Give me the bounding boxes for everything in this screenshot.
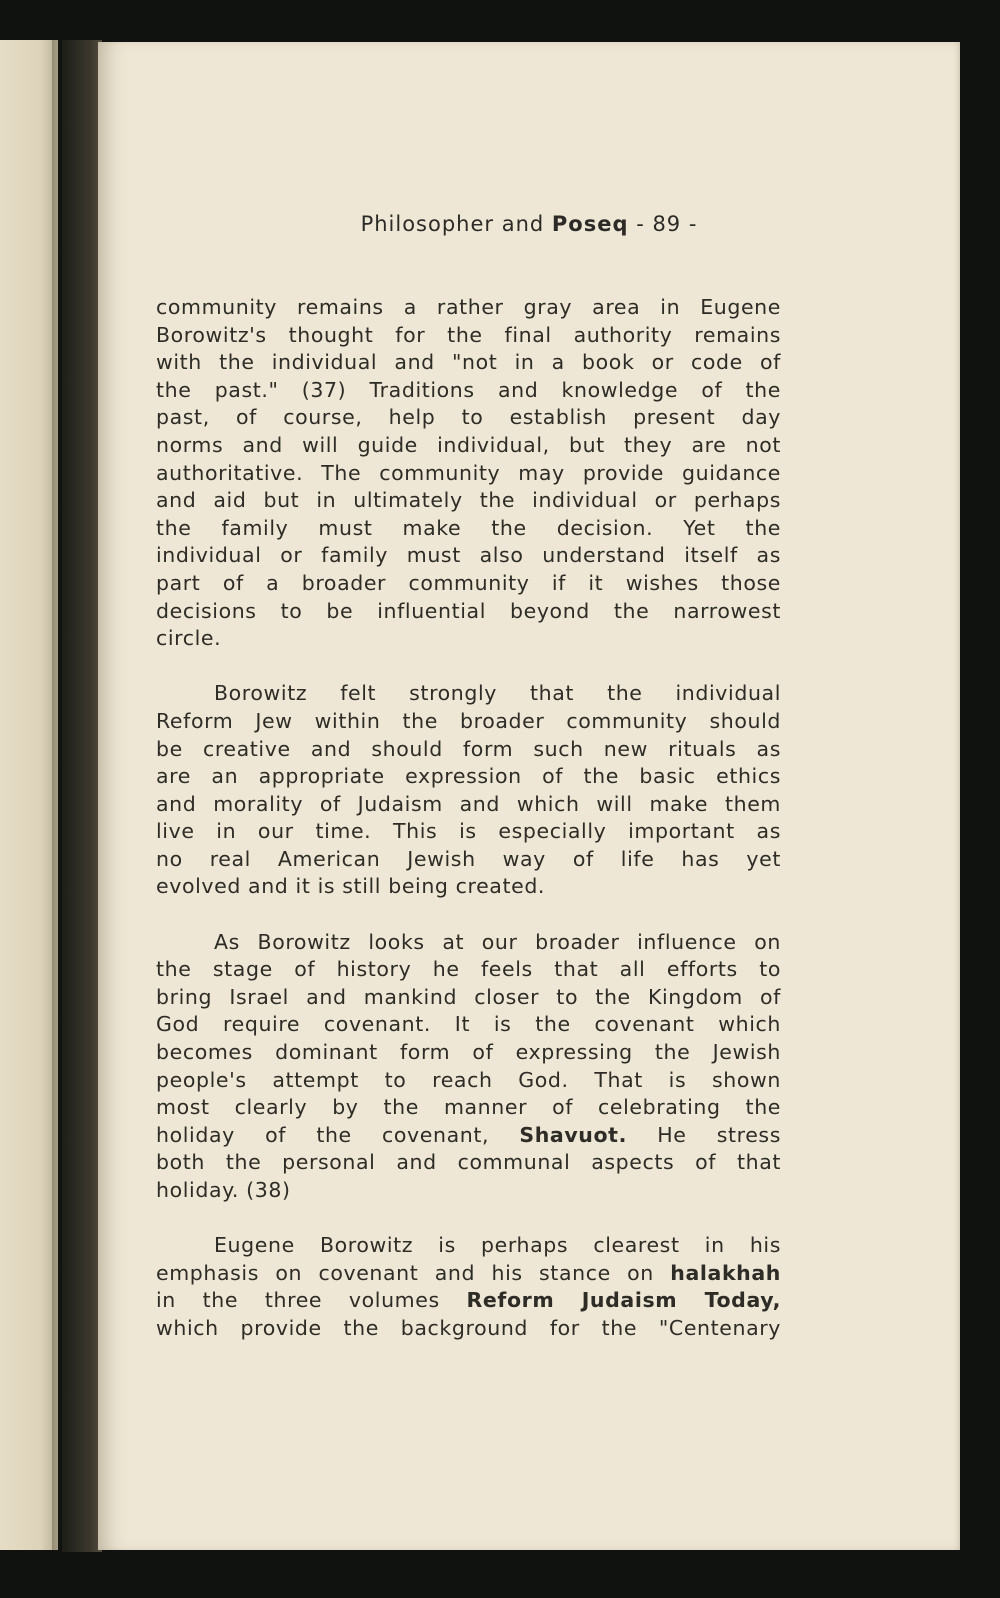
- text-line: which provide the background for the "Centenary: [156, 1315, 781, 1340]
- text-line: community remains a rather gray area in Eugene: [156, 295, 781, 319]
- bold-book-title: Reform Judaism Today,: [466, 1288, 782, 1313]
- text-line-with-bold: [156, 1287, 781, 1315]
- text-line: past, of course, help to establish present day: [156, 405, 781, 430]
- text-line: the family must make the decision. Yet the: [156, 515, 781, 540]
- text-line: no real American Jewish way of life has yet: [156, 846, 781, 871]
- text-line: individual or family must also understand itself as: [156, 543, 781, 568]
- text-line: are an appropriate expression of the basic ethics: [156, 764, 781, 789]
- text-segment: emphasis on covenant and his stance on: [156, 1260, 671, 1285]
- text-line: part of a broader community if it wishes those: [156, 570, 781, 595]
- paragraph-3: [156, 929, 781, 1205]
- text-segment: holiday of the covenant,: [156, 1122, 520, 1147]
- text-line: Reform Jew within the broader community should: [156, 708, 781, 733]
- header-title-bold: Poseq: [551, 212, 629, 236]
- bold-term-halakhah: halakhah: [670, 1260, 781, 1285]
- text-line: be creative and should form such new rituals as: [156, 736, 781, 761]
- text-line: As Borowitz looks at our broader influence on: [214, 929, 781, 954]
- running-header: [98, 212, 960, 236]
- previous-page-edge: [0, 40, 58, 1550]
- header-title: Philosopher and: [360, 212, 552, 236]
- text-line: most clearly by the manner of celebrating the: [156, 1095, 781, 1120]
- text-line: and morality of Judaism and which will make them: [156, 791, 781, 816]
- text-line: bring Israel and mankind closer to the Kingdom of: [156, 984, 781, 1009]
- bold-term-shavuot: Shavuot.: [519, 1122, 627, 1147]
- text-line: becomes dominant form of expressing the Jewish: [156, 1040, 781, 1065]
- text-line: authoritative. The community may provide guidance: [156, 460, 781, 485]
- text-line: holiday. (38): [156, 1178, 291, 1202]
- text-line: Eugene Borowitz is perhaps clearest in his: [214, 1233, 781, 1258]
- text-line: evolved and it is still being created.: [156, 874, 546, 899]
- text-line: circle.: [156, 626, 222, 651]
- text-line: people's attempt to reach God. That is shown: [156, 1067, 781, 1092]
- text-line: norms and will guide individual, but they are not: [156, 432, 781, 457]
- text-line: with the individual and "not in a book or code of: [156, 350, 781, 375]
- text-line-with-bold: [156, 1122, 781, 1150]
- text-line-with-bold: [156, 1260, 781, 1288]
- paragraph-1: [156, 294, 781, 653]
- text-line: decisions to be influential beyond the narrowest: [156, 598, 781, 623]
- page-number: - 89 -: [636, 212, 698, 236]
- text-line: live in our time. This is especially important as: [156, 819, 781, 844]
- text-line: Borowitz felt strongly that the individual: [214, 681, 781, 706]
- text-line: God require covenant. It is the covenant which: [156, 1012, 781, 1037]
- text-line: the past." (37) Traditions and knowledge of the: [156, 377, 781, 402]
- text-segment: He stress: [626, 1122, 781, 1147]
- paragraph-2: [156, 680, 781, 901]
- book-page: [98, 42, 960, 1550]
- text-line: the stage of history he feels that all efforts to: [156, 957, 781, 982]
- paragraph-4: [156, 1232, 781, 1342]
- text-line: and aid but in ultimately the individual or perhaps: [156, 488, 781, 513]
- book-gutter: [62, 40, 102, 1552]
- previous-page-shadow: [52, 40, 62, 1550]
- body-text: [156, 294, 781, 1343]
- text-line: Borowitz's thought for the final authority remains: [156, 322, 781, 347]
- text-segment: in the three volumes: [156, 1288, 467, 1313]
- text-line: both the personal and communal aspects of that: [156, 1150, 781, 1175]
